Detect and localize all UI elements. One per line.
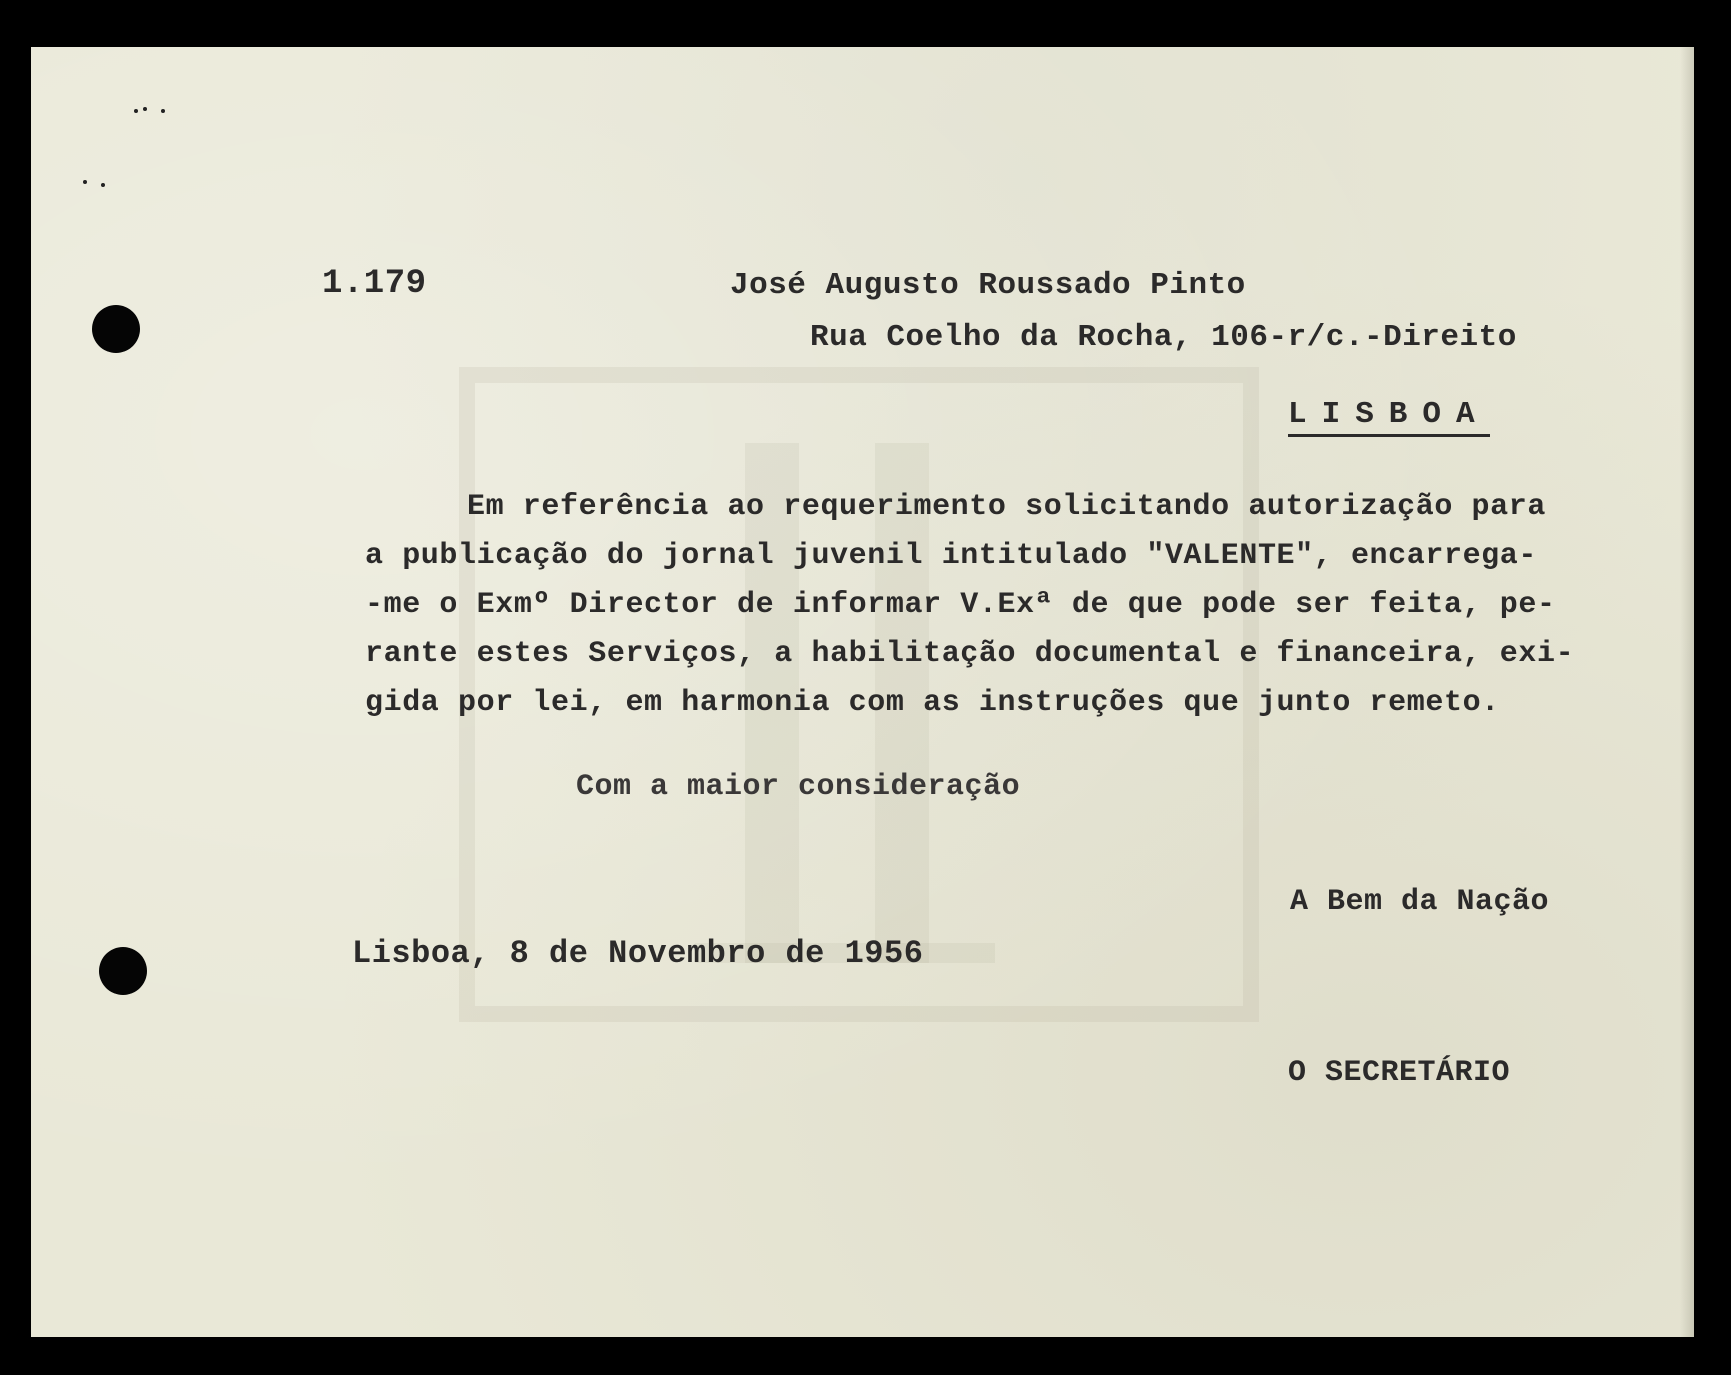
recipient-name: José Augusto Roussado Pinto	[730, 268, 1246, 303]
body-line: rante estes Serviços, a habilitação documental e financeira, exi-	[365, 637, 1575, 671]
salutation: A Bem da Nação	[1290, 885, 1550, 919]
signature-title: O SECRETÁRIO	[1288, 1056, 1511, 1090]
punch-hole-bottom	[99, 947, 147, 995]
recipient-city: LISBOA	[1288, 397, 1490, 437]
reference-number: 1.179	[322, 265, 427, 303]
date-line: Lisboa, 8 de Novembro de 1956	[352, 935, 924, 972]
body-line: a publicação do jornal juvenil intitulado "VALENTE", encarrega-	[365, 539, 1537, 573]
body-line: -me o Exmº Director de informar V.Exª de que pode ser feita, pe-	[365, 588, 1556, 622]
body-line: gida por lei, em harmonia com as instruções que junto remeto.	[365, 686, 1500, 720]
closing-phrase: Com a maior consideração	[576, 770, 1021, 804]
punch-hole-top	[92, 305, 140, 353]
body-line: Em referência ao requerimento solicitando autorização para	[467, 490, 1546, 524]
recipient-street: Rua Coelho da Rocha, 106-r/c.-Direito	[810, 320, 1517, 355]
